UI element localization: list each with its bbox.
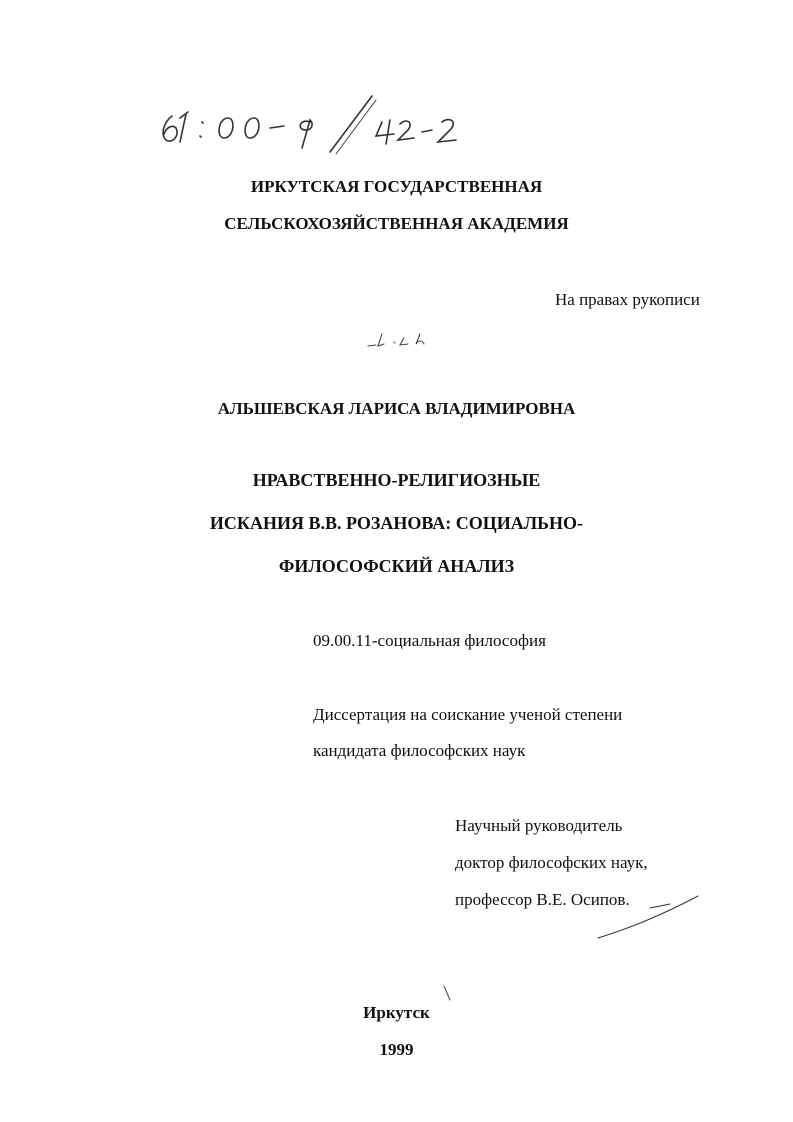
- rights-note: На правах рукописи: [555, 290, 700, 309]
- supervisor-signature: [590, 888, 710, 944]
- title-line-1: НРАВСТВЕННО-РЕЛИГИОЗНЫЕ: [252, 470, 541, 490]
- supervisor-line-1: Научный руководитель: [455, 816, 623, 835]
- city: Иркутск: [363, 1003, 430, 1022]
- year: 1999: [379, 1040, 414, 1059]
- institution-line-1: ИРКУТСКАЯ ГОСУДАРСТВЕННАЯ: [250, 177, 543, 196]
- handwritten-archive-code: [150, 78, 480, 158]
- handwritten-mark: [364, 328, 434, 352]
- degree-line-1: Диссертация на соискание ученой степени: [313, 705, 623, 724]
- degree-line-2: кандидата философских наук: [313, 741, 526, 760]
- supervisor-line-2: доктор философских наук,: [455, 853, 648, 872]
- handwritten-tick: [440, 984, 460, 1004]
- title-line-2: ИСКАНИЯ В.В. РОЗАНОВА: СОЦИАЛЬНО-: [209, 513, 584, 533]
- title-line-3: ФИЛОСОФСКИЙ АНАЛИЗ: [278, 556, 515, 576]
- specialty: 09.00.11-социальная философия: [313, 631, 546, 650]
- author-name: АЛЬШЕВСКАЯ ЛАРИСА ВЛАДИМИРОВНА: [217, 399, 576, 418]
- supervisor-line-3: профессор В.Е. Осипов.: [455, 890, 630, 909]
- institution-line-2: СЕЛЬСКОХОЗЯЙСТВЕННАЯ АКАДЕМИЯ: [224, 214, 569, 233]
